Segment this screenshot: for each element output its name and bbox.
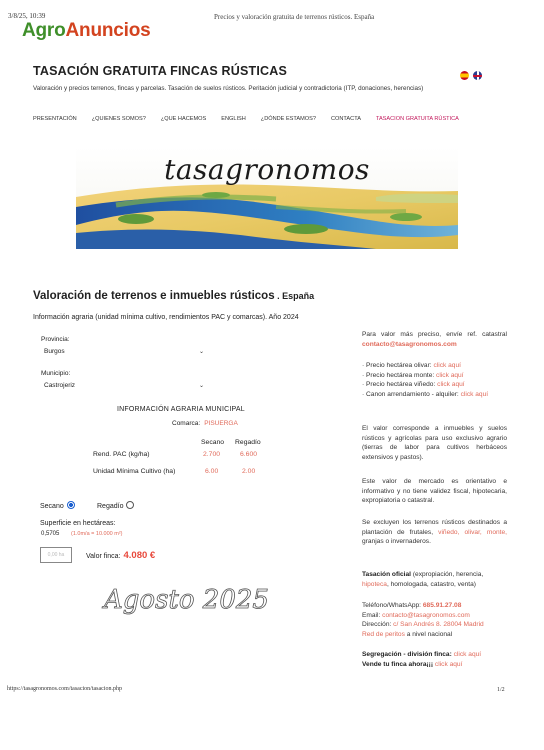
vende-link[interactable]: click aquí xyxy=(434,660,463,668)
phone-number[interactable]: 685.91.27.08 xyxy=(422,602,462,609)
link-olivar-text: · Precio hectárea olivar: xyxy=(362,362,432,369)
email-row xyxy=(362,611,507,621)
link-monte-click[interactable]: click aquí xyxy=(436,371,464,379)
secano-radio[interactable] xyxy=(40,501,75,510)
handwritten-text: Agosto 2025 xyxy=(104,585,269,615)
col-secano-header: Secano xyxy=(201,439,225,446)
footer-url: https://tasagronomos.com/tasacion/tasacion.php xyxy=(7,686,122,692)
address-label: Dirección: xyxy=(362,621,392,629)
official-bold: Tasación oficial xyxy=(362,571,411,578)
nav-que-hacemos[interactable]: ¿QUE HACEMOS xyxy=(160,116,207,122)
segregacion-link[interactable]: click aquí xyxy=(453,651,482,658)
heading-sep: . xyxy=(274,291,283,301)
segregacion-label: Segregación - división finca: xyxy=(362,651,452,658)
link-olivar-click[interactable]: click aquí xyxy=(433,362,461,369)
spain-flag-icon[interactable] xyxy=(460,71,469,80)
link-vinedo-click[interactable]: click aquí xyxy=(437,381,465,389)
red-peritos-link[interactable]: Red de peritos xyxy=(362,630,405,638)
sidebar-validity-note: Este valor de mercado es orientativo e informativo y no tiene validez fiscal, hipotecaria, expropiatoria o catastral. xyxy=(362,478,507,505)
logo-part-anuncios: Anuncios xyxy=(65,20,151,41)
nav-presentacion[interactable]: PRESENTACIÓN xyxy=(33,116,77,122)
sidebar-tip-text: Para valor más preciso, envíe ref. catastral xyxy=(362,331,507,338)
link-vinedo-text: · Precio hectárea viñedo: xyxy=(362,381,436,389)
radio-checked-icon[interactable] xyxy=(67,501,75,509)
email-label: Email: xyxy=(362,611,381,619)
uk-flag-icon[interactable] xyxy=(473,71,482,80)
official-hipoteca-link[interactable]: hipoteca xyxy=(362,580,387,588)
sidebar-usage-note: El valor corresponde a inmuebles y suelos rústicos y agrícolas para uso exclusivo agrario (tierras de labor para cultivos herbáceos extensivos y pastos). xyxy=(362,425,507,461)
valor-amount: 4.080 € xyxy=(123,550,156,561)
nav-quienes-somos[interactable]: ¿QUIENES SOMOS? xyxy=(91,116,146,122)
phone-label: Teléfono/WhatsApp: xyxy=(362,602,422,609)
exclusions-links[interactable]: viñedo, olivar, monte, xyxy=(438,528,507,536)
sidebar-contact-tip xyxy=(362,330,507,349)
sidebar-actions xyxy=(362,650,507,669)
superficie-input[interactable]: 0,00 ha xyxy=(40,547,72,563)
col-regadio-header: Regadío xyxy=(235,439,261,446)
phone-row xyxy=(362,601,507,611)
red-peritos-row xyxy=(362,630,507,640)
vende-row xyxy=(362,660,507,670)
official-text-a: (expropiación, herencia, xyxy=(412,571,484,578)
site-title: TASACIÓN GRATUITA FINCAS RÚSTICAS xyxy=(33,64,288,78)
municipio-value: Castrojeriz xyxy=(44,382,76,389)
regadio-radio-label: Regadío xyxy=(97,503,124,510)
rend-pac-secano: 2.700 xyxy=(203,451,221,458)
handwritten-date-drawing xyxy=(100,578,270,618)
page-number: 1/2 xyxy=(497,687,505,693)
superficie-value[interactable]: 0,5705 xyxy=(41,531,60,537)
nav-contacta[interactable]: CONTACTA xyxy=(331,116,361,122)
link-olivar xyxy=(362,361,507,371)
agroanuncios-logo[interactable] xyxy=(22,20,151,42)
logo-part-agro: Agro xyxy=(22,20,66,41)
municipio-label: Municipio: xyxy=(41,370,71,377)
heading-text: Valoración de terrenos e inmuebles rústicos xyxy=(33,290,275,302)
language-flags xyxy=(460,71,486,89)
main-heading xyxy=(33,290,314,302)
chevron-down-icon: ⌄ xyxy=(198,349,204,355)
comarca-value: PISUERGA xyxy=(204,420,238,427)
nav-english[interactable]: ENGLISH xyxy=(221,116,246,122)
official-text-b: , homologada, catastro, venta) xyxy=(386,580,477,588)
intro-text: Información agraria (unidad mínima cultivo, rendimientos PAC y comarcas). Año 2024 xyxy=(33,314,299,321)
umc-label: Unidad Mínima Cultivo (ha) xyxy=(93,468,176,475)
rend-pac-regadio: 6.600 xyxy=(240,451,258,458)
valor-finca xyxy=(86,550,155,561)
regadio-radio[interactable] xyxy=(97,501,134,510)
radio-unchecked-icon[interactable] xyxy=(126,501,134,509)
email-link[interactable]: contacto@tasagronomos.com xyxy=(382,611,470,619)
exclusions-text-a: Se excluyen los terrenos rústicos destinados a plantación de frutales, xyxy=(362,519,507,536)
municipio-select[interactable] xyxy=(44,382,204,389)
secano-radio-label: Secano xyxy=(40,503,64,510)
banner-title: tasagronomos xyxy=(164,153,370,186)
superficie-label: Superficie en hectáreas: xyxy=(40,520,116,527)
provincia-select[interactable] xyxy=(44,348,204,355)
provincia-value: Burgos xyxy=(44,348,65,355)
segregacion-row xyxy=(362,650,507,660)
comarca-row xyxy=(172,420,238,427)
link-canon xyxy=(362,390,507,400)
sidebar-tip-email[interactable]: contacto@tasagronomos.com xyxy=(362,340,457,348)
sidebar-links xyxy=(362,361,507,399)
chevron-down-icon: ⌄ xyxy=(198,383,204,389)
valor-label: Valor finca: xyxy=(86,553,121,560)
site-subtitle: Valoración y precios terrenos, fincas y parcelas. Tasación de suelos rústicos. Peritación judicial y contradictoria (ITP, donaciones, herencias) xyxy=(33,85,424,92)
link-monte-text: · Precio hectárea monte: xyxy=(362,371,435,379)
link-vinedo xyxy=(362,380,507,390)
sidebar-exclusions xyxy=(362,518,507,547)
sidebar-contact xyxy=(362,601,507,639)
exclusions-text-c: granjas o invernaderos. xyxy=(362,538,431,546)
handwritten-annotation xyxy=(100,578,270,623)
superficie-note: (1.0m/a = 10.000 m²) xyxy=(71,531,123,537)
print-page-title: Precios y valoración gratuita de terrenos rústicos. España xyxy=(214,13,375,21)
address-row xyxy=(362,620,507,630)
rend-pac-label: Rend. PAC (kg/ha) xyxy=(93,451,150,458)
provincia-label: Provincia: xyxy=(41,336,70,343)
red-peritos-text: a nivel nacional xyxy=(406,630,453,638)
nav-donde-estamos[interactable]: ¿DÓNDE ESTAMOS? xyxy=(260,116,316,122)
umc-secano: 6.00 xyxy=(205,468,219,475)
address-value[interactable]: c/ San Andrés 8. 28004 Madrid xyxy=(393,621,484,629)
sidebar-official xyxy=(362,570,507,589)
umc-regadio: 2.00 xyxy=(242,468,256,475)
banner xyxy=(76,147,458,249)
main-nav xyxy=(33,116,474,122)
heading-country: España xyxy=(282,291,315,301)
comarca-label: Comarca: xyxy=(172,420,201,427)
municipal-info-heading: INFORMACIÓN AGRARIA MUNICIPAL xyxy=(117,406,245,413)
link-canon-text: · Canon arrendamiento - alquiler: xyxy=(362,390,459,398)
print-date: 3/8/25, 10:39 xyxy=(8,12,46,20)
nav-tasacion-gratuita[interactable]: TASACION GRATUITA RÚSTICA xyxy=(375,116,459,122)
vende-label: Vende tu finca ahora¡¡¡ xyxy=(362,660,434,668)
link-canon-click[interactable]: click aquí xyxy=(460,390,489,398)
link-monte xyxy=(362,371,507,381)
